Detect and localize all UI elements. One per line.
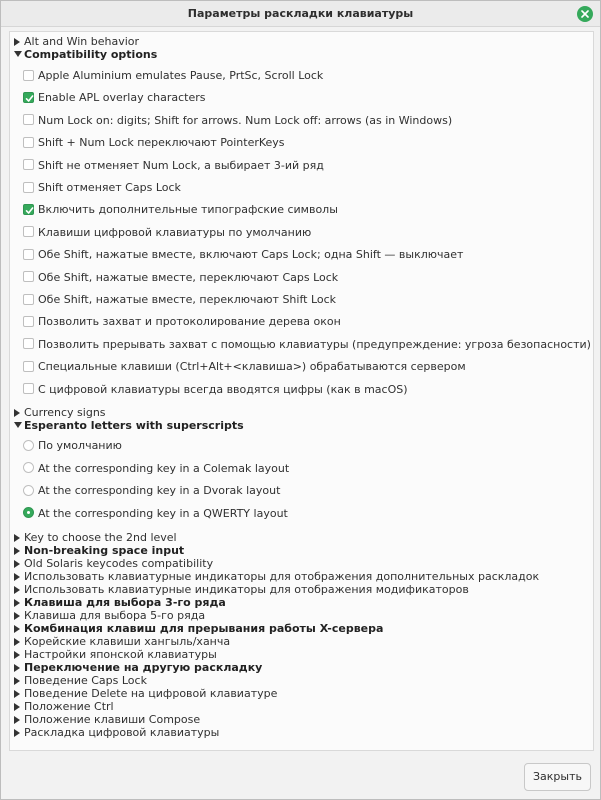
group-label: Compatibility options	[24, 48, 158, 61]
checkbox[interactable]	[23, 137, 34, 148]
compat-option[interactable]	[23, 68, 323, 84]
compat-option[interactable]	[23, 247, 463, 263]
expander-collapsed-icon[interactable]	[14, 583, 24, 594]
radio[interactable]	[23, 462, 34, 473]
compat-option[interactable]	[23, 180, 181, 196]
group-label: Key to choose the 2nd level	[24, 531, 177, 544]
option-label: По умолчанию	[38, 439, 122, 452]
checkbox[interactable]	[23, 182, 34, 193]
checkbox[interactable]	[23, 338, 34, 349]
compat-option[interactable]	[23, 359, 466, 375]
group-label: Настройки японской клавиатуры	[24, 648, 217, 661]
expander-expanded-icon[interactable]	[14, 419, 24, 428]
checkbox[interactable]	[23, 383, 34, 394]
option-label: Shift + Num Lock переключают PointerKeys	[38, 136, 285, 150]
expander-collapsed-icon[interactable]	[14, 726, 24, 737]
option-label: Обе Shift, нажатые вместе, переключают Shift Lock	[38, 293, 337, 306]
options-tree	[9, 31, 594, 751]
option-label: At the corresponding key in a Colemak layout	[38, 461, 290, 475]
option-label: С цифровой клавиатуры всегда вводятся цифры (как в macOS)	[38, 382, 408, 396]
checkbox[interactable]	[23, 316, 34, 327]
checkbox[interactable]	[23, 159, 34, 170]
option-label: Shift не отменяет Num Lock, а выбирает 3-ий ряд	[38, 158, 324, 172]
group-indicators-mods[interactable]	[14, 583, 469, 596]
group-solaris[interactable]	[14, 557, 213, 570]
compat-option[interactable]	[23, 158, 324, 174]
esperanto-option[interactable]	[23, 506, 288, 522]
group-label: Currency signs	[24, 406, 106, 419]
group-alt-win[interactable]	[14, 35, 139, 48]
checkbox-checked[interactable]	[23, 92, 34, 103]
group-key5[interactable]	[14, 609, 205, 622]
checkbox[interactable]	[23, 294, 34, 305]
compat-option[interactable]	[23, 270, 338, 286]
expander-collapsed-icon[interactable]	[14, 531, 24, 542]
group-nbsp[interactable]	[14, 544, 184, 557]
group-ctrl[interactable]	[14, 700, 114, 713]
group-indicators-layouts[interactable]	[14, 570, 539, 583]
option-label: Обе Shift, нажатые вместе, переключают Caps Lock	[38, 270, 339, 284]
group-label: Положение клавиши Compose	[24, 713, 201, 726]
expander-collapsed-icon[interactable]	[14, 648, 24, 659]
compat-option[interactable]	[23, 292, 336, 308]
close-button[interactable]: Закрыть	[524, 763, 591, 791]
compat-option[interactable]	[23, 337, 591, 353]
expander-expanded-icon[interactable]	[14, 48, 24, 57]
option-label: Enable APL overlay characters	[38, 91, 206, 105]
esperanto-option[interactable]	[23, 483, 280, 499]
group-label: Non-breaking space input	[24, 544, 185, 557]
option-label: At the corresponding key in a QWERTY layout	[38, 506, 288, 520]
compat-option[interactable]	[23, 202, 338, 218]
checkbox[interactable]	[23, 271, 34, 282]
checkbox[interactable]	[23, 114, 34, 125]
option-label: At the corresponding key in a Dvorak layout	[38, 484, 281, 497]
esperanto-option[interactable]	[23, 461, 289, 477]
checkmark-icon	[25, 94, 34, 103]
expander-collapsed-icon[interactable]	[14, 557, 24, 568]
group-label: Комбинация клавиш для прерывания работы X-сервера	[24, 622, 384, 635]
expander-collapsed-icon[interactable]	[14, 596, 24, 607]
group-label: Использовать клавиатурные индикаторы для отображения модификаторов	[24, 583, 469, 596]
checkbox[interactable]	[23, 249, 34, 260]
group-delete[interactable]	[14, 687, 277, 700]
group-currency[interactable]	[14, 406, 106, 419]
group-compose[interactable]	[14, 713, 200, 726]
radio-selected[interactable]	[23, 507, 34, 518]
group-label: Esperanto letters with superscripts	[24, 419, 244, 432]
group-label: Поведение Delete на цифровой клавиатуре	[24, 687, 278, 700]
expander-collapsed-icon[interactable]	[14, 687, 24, 698]
compat-option[interactable]	[23, 90, 206, 106]
expander-collapsed-icon[interactable]	[14, 609, 24, 620]
expander-collapsed-icon[interactable]	[14, 570, 24, 581]
group-label: Клавиша для выбора 3-го ряда	[24, 596, 226, 609]
checkbox[interactable]	[23, 361, 34, 372]
checkbox-checked[interactable]	[23, 204, 34, 215]
option-label: Клавиши цифровой клавиатуры по умолчанию	[38, 225, 312, 239]
group-label: Клавиша для выбора 5-го ряда	[24, 609, 206, 622]
expander-collapsed-icon[interactable]	[14, 713, 24, 724]
checkmark-icon	[25, 206, 34, 215]
checkbox[interactable]	[23, 226, 34, 237]
compat-option[interactable]	[23, 382, 408, 398]
expander-collapsed-icon[interactable]	[14, 35, 24, 46]
group-key3[interactable]	[14, 596, 226, 609]
expander-collapsed-icon[interactable]	[14, 635, 24, 646]
option-label: Обе Shift, нажатые вместе, включают Caps Lock; одна Shift — выключает	[38, 248, 464, 262]
compat-option[interactable]	[23, 113, 452, 129]
expander-collapsed-icon[interactable]	[14, 406, 24, 417]
expander-collapsed-icon[interactable]	[14, 674, 24, 685]
compat-option[interactable]	[23, 225, 311, 241]
group-label: Использовать клавиатурные индикаторы для отображения дополнительных раскладок	[24, 570, 540, 583]
group-capslock[interactable]	[14, 674, 147, 687]
option-label: Позволить прерывать захват с помощью клавиатуры (предупреждение: угроза безопасности)	[38, 337, 591, 351]
group-label: Раскладка цифровой клавиатуры	[24, 726, 220, 739]
group-label: Alt and Win behavior	[24, 35, 140, 48]
esperanto-option[interactable]	[23, 438, 122, 454]
compat-option[interactable]	[23, 314, 341, 330]
group-label: Поведение Caps Lock	[24, 674, 147, 687]
group-key2[interactable]	[14, 531, 177, 544]
group-numpad[interactable]	[14, 726, 219, 739]
option-label: Num Lock on: digits; Shift for arrows. Num Lock off: arrows (as in Windows)	[38, 113, 453, 127]
expander-collapsed-icon[interactable]	[14, 544, 24, 555]
option-label: Позволить захват и протоколирование дерева окон	[38, 315, 341, 329]
group-label: Old Solaris keycodes compatibility	[24, 557, 214, 570]
option-label: Apple Aluminium emulates Pause, PrtSc, Scroll Lock	[38, 69, 324, 82]
group-korean[interactable]	[14, 635, 230, 648]
radio[interactable]	[23, 485, 34, 496]
window-title: Параметры раскладки клавиатуры	[187, 7, 414, 20]
close-icon[interactable]	[577, 6, 593, 22]
group-switch[interactable]	[14, 661, 262, 674]
group-japanese[interactable]	[14, 648, 217, 661]
expander-collapsed-icon[interactable]	[14, 622, 24, 633]
expander-collapsed-icon[interactable]	[14, 700, 24, 711]
group-compatibility[interactable]	[14, 48, 157, 61]
option-label: Специальные клавиши (Ctrl+Alt+<клавиша>) обрабатываются сервером	[38, 360, 466, 374]
group-xserver[interactable]	[14, 622, 383, 635]
compat-option[interactable]	[23, 135, 285, 151]
option-label: Shift отменяет Caps Lock	[38, 181, 181, 194]
group-esperanto[interactable]	[14, 419, 244, 432]
titlebar	[1, 1, 600, 27]
group-label: Положение Ctrl	[24, 700, 114, 713]
group-label: Переключение на другую раскладку	[24, 661, 263, 674]
group-label: Корейские клавиши хангыль/ханча	[24, 635, 231, 648]
expander-collapsed-icon[interactable]	[14, 661, 24, 672]
checkbox[interactable]	[23, 70, 34, 81]
option-label: Включить дополнительные типографские символы	[38, 203, 338, 217]
radio[interactable]	[23, 440, 34, 451]
